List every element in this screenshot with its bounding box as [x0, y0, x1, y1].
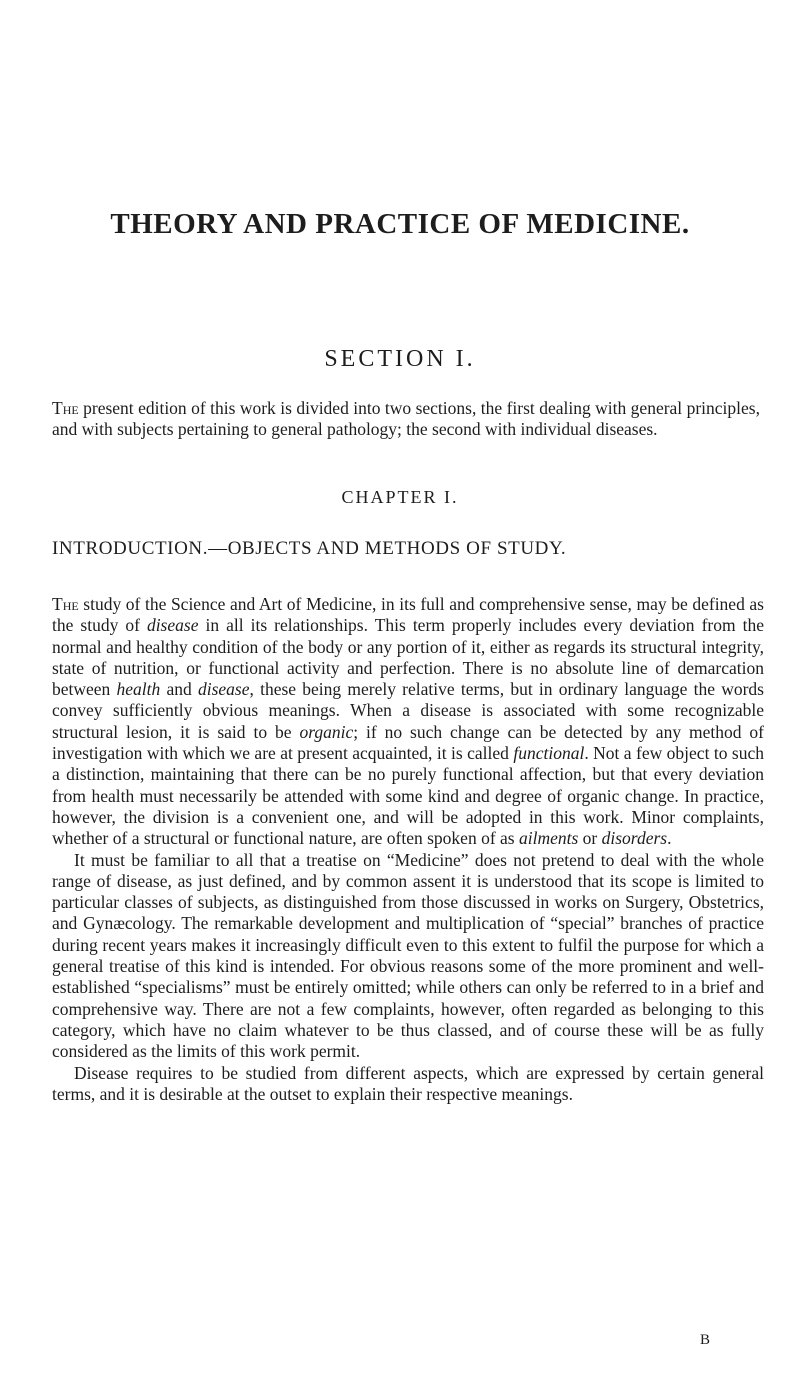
- text-run: and: [160, 679, 198, 700]
- text-run: or: [578, 828, 602, 849]
- intro-paragraph: [52, 398, 760, 440]
- intro-text: present edition of this work is divided into two sections, the first dealing with general principles, and with subjects pertaining to general pathology; the second with individual diseases.: [52, 398, 760, 439]
- intro-lead-word: The: [52, 398, 79, 418]
- chapter-heading: CHAPTER I.: [341, 487, 459, 507]
- paragraph-3: Disease requires to be studied from different aspects, which are expressed by certain general terms, and it is desirable at the outset to explain their respective meanings.: [52, 1062, 764, 1104]
- body-text: [52, 594, 764, 1105]
- paragraph-1-lead-word: The: [52, 594, 79, 614]
- paragraph-1: [52, 594, 764, 850]
- text-run: ; if no such change can be detected by any method of investigation with which we are at present acquainted, it is called: [52, 721, 764, 764]
- chapter-subtitle: INTRODUCTION.—OBJECTS AND METHODS OF STUDY.: [52, 538, 567, 559]
- text-run: study of the Science and Art of Medicine, in its full and comprehensive sense, may be defined as the study of: [52, 594, 764, 636]
- italic-term: organic: [299, 721, 354, 742]
- italic-term: health: [116, 679, 161, 700]
- text-run: . Not a few object to such a distinction, maintaining that there can be no purely functional affection, but that every deviation from health must necessarily be attended with some kind and degree of organic change. In practice, however, the division is a convenient one, and will be adopted in this work. Minor complaints, whether of a structural or functional nature, are often spoken of as: [52, 743, 764, 849]
- italic-term: disease: [197, 679, 250, 700]
- italic-term: functional: [513, 743, 585, 764]
- text-run: , these being merely relative terms, but in ordinary language the words convey sufficiently obvious meanings. When a disease is associated with some recognizable structural lesion, it is said to be: [52, 679, 764, 742]
- text-run: in all its relationships. This term properly includes every deviation from the normal and healthy condition of the body or any portion of it, either as regards its structural integrity, state of nutrition, or functional activity and perfection. There is no absolute line of demarcation between: [52, 615, 764, 700]
- text-run: .: [667, 828, 672, 849]
- section-heading: SECTION I.: [324, 346, 476, 372]
- signature-mark: B: [699, 1332, 710, 1348]
- italic-term: ailments: [518, 828, 579, 849]
- italic-term: disease: [146, 615, 199, 636]
- running-title: THEORY AND PRACTICE OF MEDICINE.: [110, 208, 690, 240]
- paragraph-2: It must be familiar to all that a treatise on “Medicine” does not pretend to deal with the whole range of disease, as just defined, and by common assent it is understood that its scope is limited to particular classes of subjects, as distinguished from those discussed in works on Surgery, Obstetrics, and Gynæcology. The remarkable development and multiplication of “special” branches of practice during recent years makes it increasingly difficult even to this extent to fulfil the purpose for which a general treatise of this kind is intended. For obvious reasons some of the more prominent and well-established “specialisms” must be entirely omitted; while others can only be referred to in a brief and comprehensive way. There are not a few complaints, however, often regarded as belonging to this category, which have no claim whatever to be thus classed, and of course these will be as fully considered as the limits of this work permit.: [52, 849, 764, 1062]
- italic-term: disorders: [601, 828, 668, 849]
